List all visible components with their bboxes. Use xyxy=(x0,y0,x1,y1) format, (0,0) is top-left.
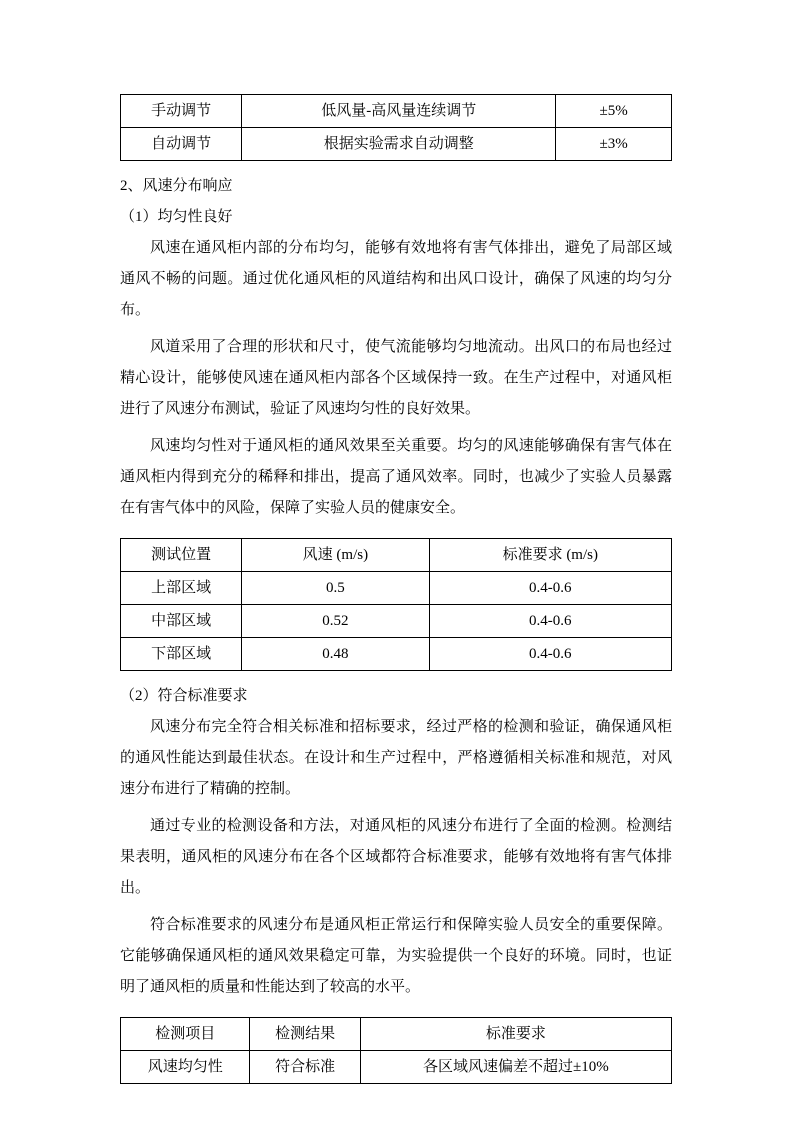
column-header: 检测结果 xyxy=(250,1018,360,1051)
wind-speed-table xyxy=(120,538,672,671)
table-cell: ±5% xyxy=(556,95,672,128)
inspection-result-table xyxy=(120,1017,672,1084)
adjustment-table xyxy=(120,94,672,161)
table-cell: ±3% xyxy=(556,128,672,161)
table-cell: 根据实验需求自动调整 xyxy=(242,128,556,161)
column-header: 风速 (m/s) xyxy=(242,539,429,572)
paragraph: 通过专业的检测设备和方法，对通风柜的风速分布进行了全面的检测。检测结果表明，通风柜的风速分布在各个区域都符合标准要求，能够有效地将有害气体排出。 xyxy=(120,818,672,896)
table-cell: 0.5 xyxy=(242,572,429,605)
table-row xyxy=(121,95,672,128)
table-row xyxy=(121,572,672,605)
paragraph: 风速均匀性对于通风柜的通风效果至关重要。均匀的风速能够确保有害气体在通风柜内得到充分的稀释和排出，提高了通风效率。同时，也减少了实验人员暴露在有害气体中的风险，保障了实验人员的健康安全。 xyxy=(120,438,672,516)
table-cell: 0.4-0.6 xyxy=(429,638,671,671)
table-header-row xyxy=(121,539,672,572)
table-cell: 0.52 xyxy=(242,605,429,638)
table-row xyxy=(121,638,672,671)
paragraph: 风道采用了合理的形状和尺寸，使气流能够均匀地流动。出风口的布局也经过精心设计，能够使风速在通风柜内部各个区域保持一致。在生产过程中，对通风柜进行了风速分布测试，验证了风速均匀性的良好效果。 xyxy=(120,339,672,417)
table-cell: 中部区域 xyxy=(121,605,242,638)
table-cell: 0.4-0.6 xyxy=(429,572,671,605)
table-cell: 风速均匀性 xyxy=(121,1051,250,1084)
table-cell: 0.4-0.6 xyxy=(429,605,671,638)
column-header: 测试位置 xyxy=(121,539,242,572)
paragraph: 风速分布完全符合相关标准和招标要求，经过严格的检测和验证，确保通风柜的通风性能达到最佳状态。在设计和生产过程中，严格遵循相关标准和规范，对风速分布进行了精确的控制。 xyxy=(120,719,672,797)
sub-heading-uniformity: （1）均匀性良好 xyxy=(120,209,233,225)
column-header: 检测项目 xyxy=(121,1018,250,1051)
paragraph: 风速在通风柜内部的分布均匀，能够有效地将有害气体排出，避免了局部区域通风不畅的问题。通过优化通风柜的风道结构和出风口设计，确保了风速的均匀分布。 xyxy=(120,240,672,318)
table-row xyxy=(121,128,672,161)
table-cell: 手动调节 xyxy=(121,95,242,128)
table-cell: 上部区域 xyxy=(121,572,242,605)
table-cell: 低风量-高风量连续调节 xyxy=(242,95,556,128)
table-row xyxy=(121,605,672,638)
table-cell: 0.48 xyxy=(242,638,429,671)
column-header: 标准要求 (m/s) xyxy=(429,539,671,572)
table-cell: 下部区域 xyxy=(121,638,242,671)
table-cell: 各区域风速偏差不超过±10% xyxy=(360,1051,671,1084)
paragraph: 符合标准要求的风速分布是通风柜正常运行和保障实验人员安全的重要保障。它能够确保通风柜的通风效果稳定可靠，为实验提供一个良好的环境。同时，也证明了通风柜的质量和性能达到了较高的水平。 xyxy=(120,917,672,995)
section-heading: 2、风速分布响应 xyxy=(120,178,233,194)
column-header: 标准要求 xyxy=(360,1018,671,1051)
sub-heading-standard: （2）符合标准要求 xyxy=(120,688,248,704)
table-cell: 符合标准 xyxy=(250,1051,360,1084)
table-cell: 自动调节 xyxy=(121,128,242,161)
table-row xyxy=(121,1051,672,1084)
table-header-row xyxy=(121,1018,672,1051)
